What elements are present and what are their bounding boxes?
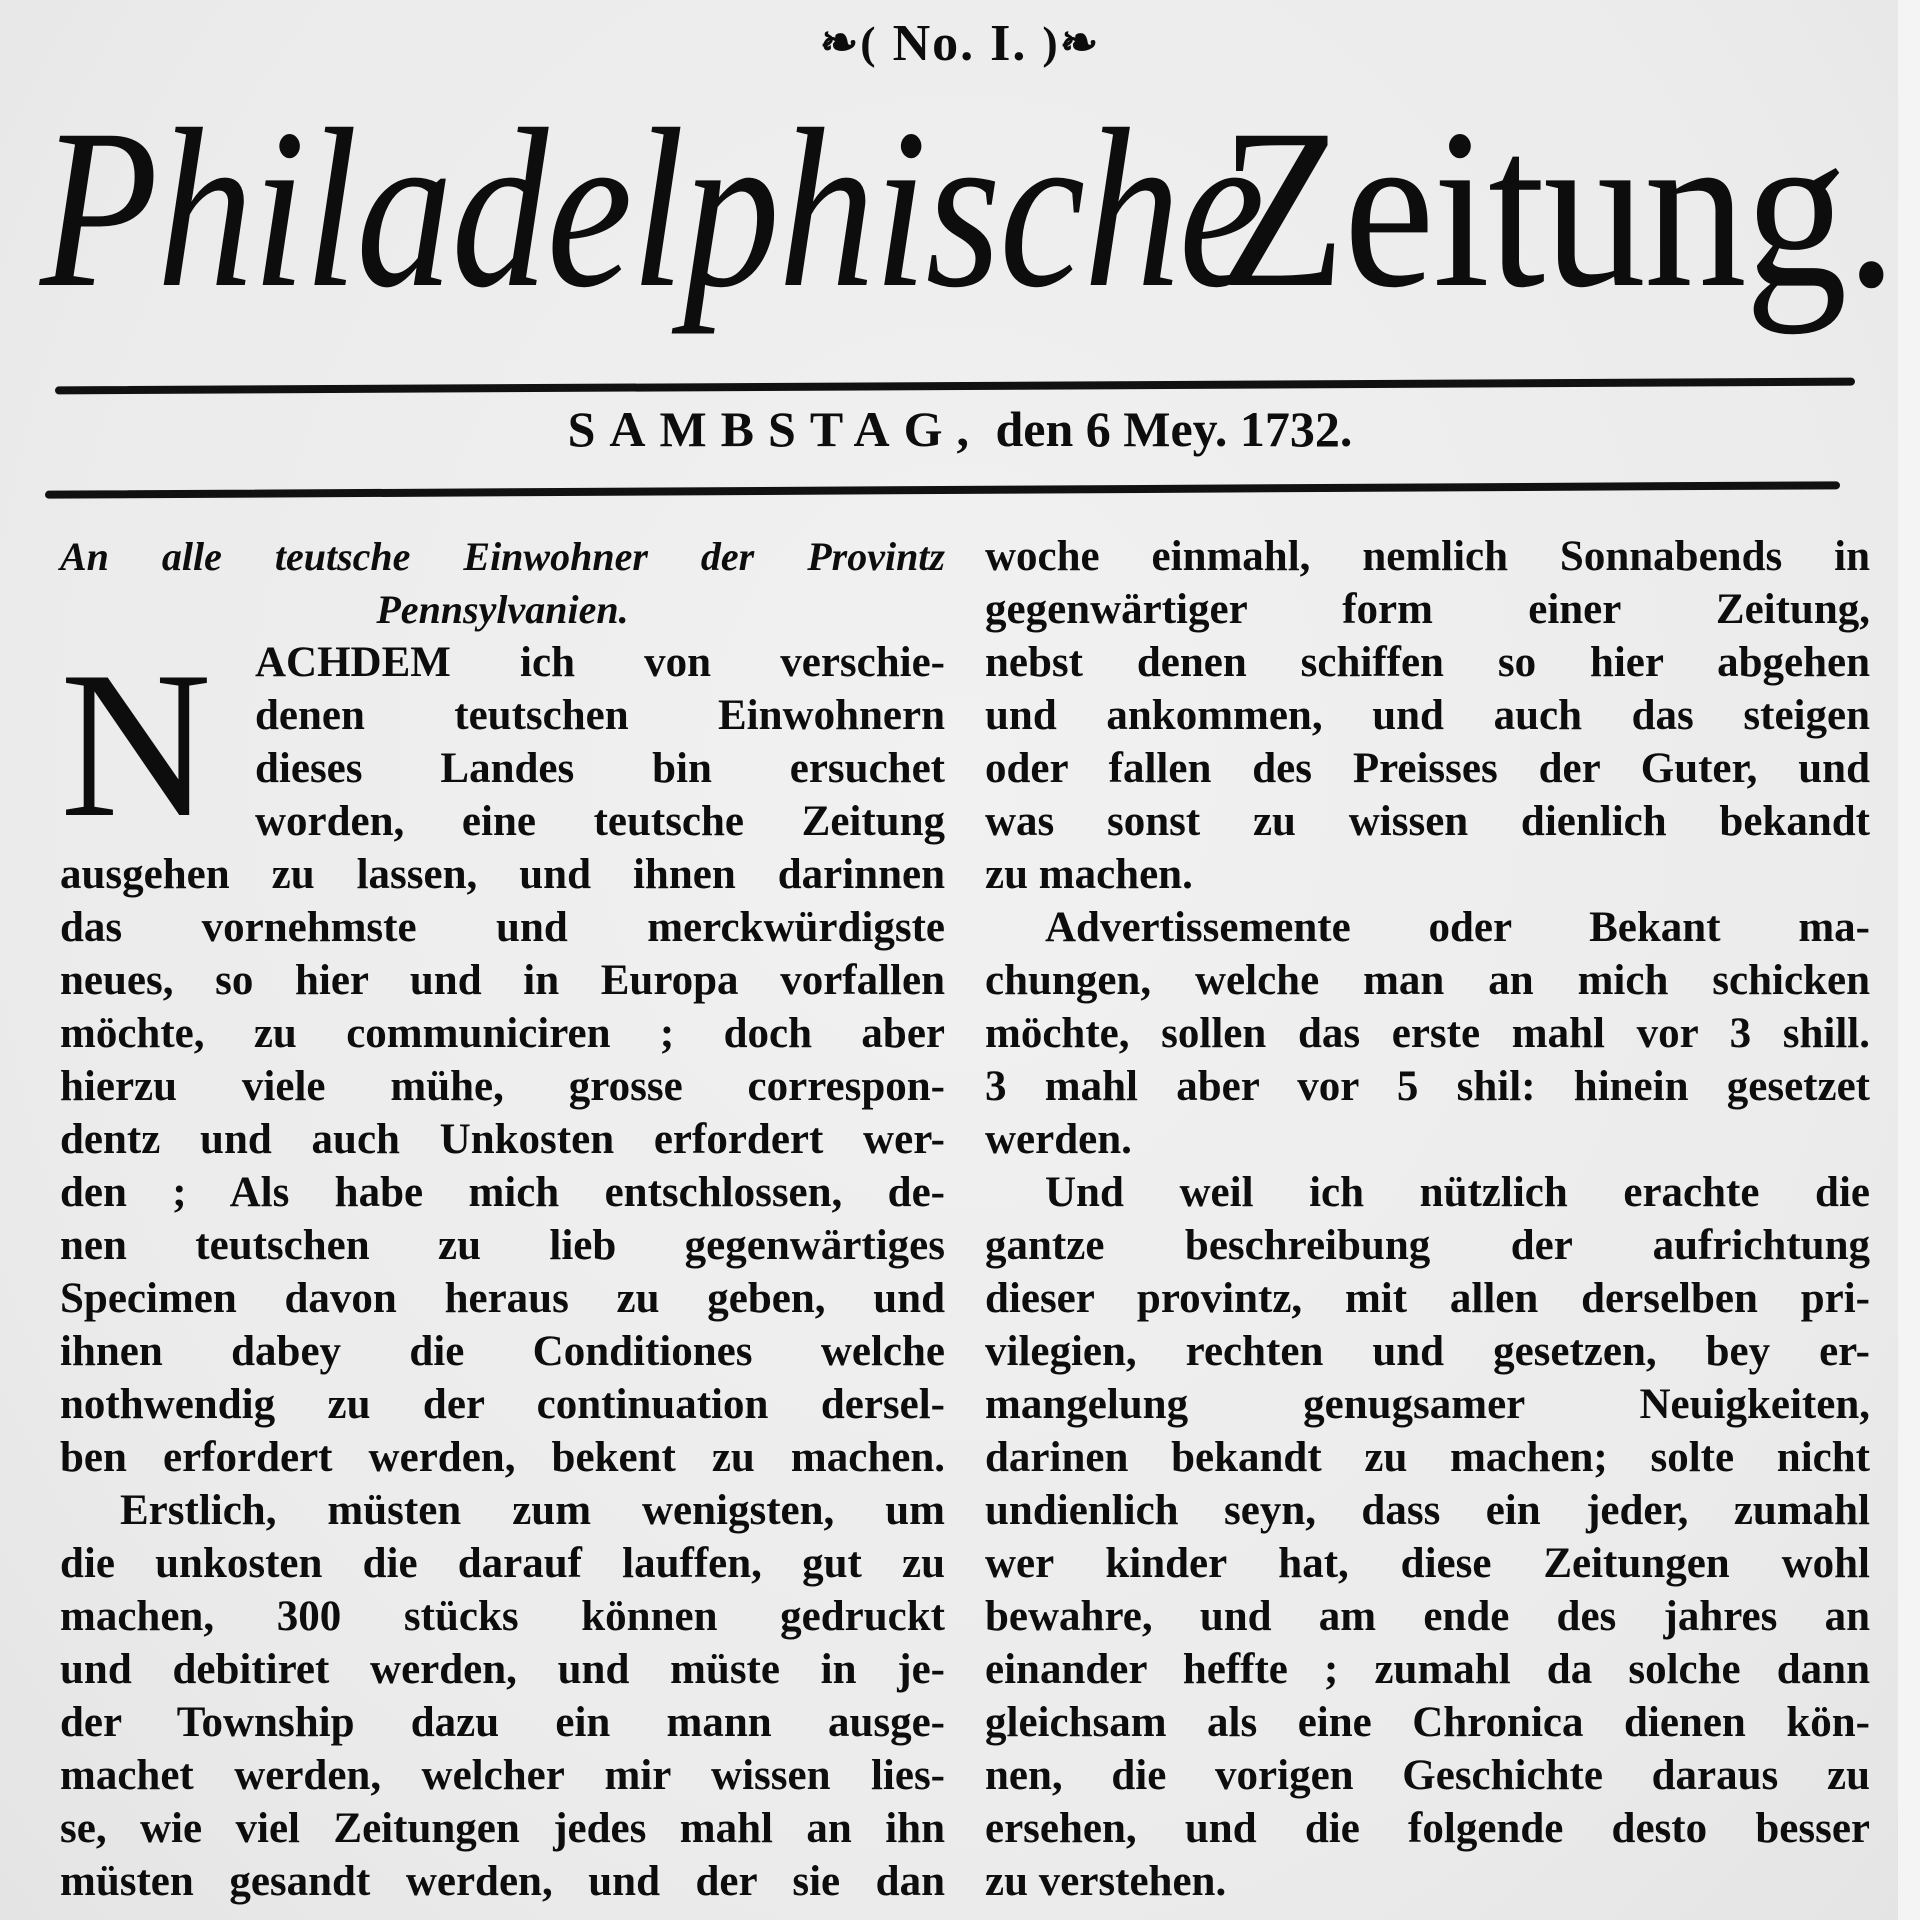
- text-line: machet werden, welcher mir wissen lies-: [60, 1752, 945, 1799]
- text-line: darinen bekandt zu machen; solte nicht: [985, 1434, 1870, 1481]
- text-line: zu machen.: [985, 851, 1193, 898]
- text-line: chungen, welche man an mich schicken: [985, 957, 1870, 1004]
- text-line: nebst denen schiffen so hier abgehen: [985, 639, 1870, 686]
- column-left: [60, 530, 945, 1908]
- drop-cap: N: [60, 629, 212, 861]
- text-line: Advertissemente oder Bekant ma-: [1045, 904, 1870, 951]
- text-line: 3 mahl aber vor 5 shil: hinein gesetzet: [985, 1063, 1870, 1110]
- text-line: ben erfordert werden, bekent zu machen.: [60, 1434, 945, 1481]
- text-line: der Township dazu ein mann ausge-: [60, 1699, 945, 1746]
- issue-number: [0, 14, 1920, 73]
- text-line: einander heffte ; zumahl da solche dann: [985, 1646, 1870, 1693]
- text-line: neues, so hier und in Europa vorfallen: [60, 957, 945, 1004]
- text-line: ersehen, und die folgende desto besser: [985, 1805, 1870, 1852]
- text-line: möchte, sollen das erste mahl vor 3 shill.: [985, 1010, 1870, 1057]
- text-line: machen, 300 stücks können gedruckt: [60, 1593, 945, 1640]
- text-line: und debitiret werden, und müste in je-: [60, 1646, 945, 1693]
- address-line: An alle teutsche Einwohner der Provintz: [60, 534, 945, 579]
- text-line: gantze beschreibung der aufrichtung: [985, 1222, 1870, 1269]
- text-line: se, wie viel Zeitungen jedes mahl an ihn: [60, 1805, 945, 1852]
- text-line: Erstlich, müsten zum wenigsten, um: [120, 1487, 945, 1534]
- text-line: den ; Als habe mich entschlossen, de-: [60, 1169, 945, 1216]
- title-roman: Zeitung.: [1220, 83, 1896, 335]
- rule-bottom: [45, 481, 1840, 498]
- title-italic: Philadelphische: [40, 83, 1264, 335]
- text-line: hierzu viele mühe, grosse correspon-: [60, 1063, 945, 1110]
- ornament-left-icon: ❧(: [819, 17, 878, 68]
- text-line: woche einmahl, nemlich Sonnabends in: [985, 533, 1870, 580]
- ornament-right-icon: )❧: [1042, 17, 1101, 68]
- dateline-day: SAMBSTAG,: [567, 401, 983, 457]
- text-line: Und weil ich nützlich erachte die: [1045, 1169, 1870, 1216]
- masthead-title: [40, 83, 1896, 335]
- text-line: wer kinder hat, diese Zeitungen wohl: [985, 1540, 1870, 1587]
- text-line: dentz und auch Unkosten erfordert wer-: [60, 1116, 945, 1163]
- text-line: ACHDEM ich von verschie-: [255, 639, 945, 686]
- text-line: worden, eine teutsche Zeitung: [255, 798, 945, 845]
- dateline: [0, 400, 1920, 458]
- text-line: bewahre, und am ende des jahres an: [985, 1593, 1870, 1640]
- text-line: nen, die vorigen Geschichte daraus zu: [985, 1752, 1870, 1799]
- text-line: undienlich seyn, dass ein jeder, zumahl: [985, 1487, 1870, 1534]
- text-line: mangelung genugsamer Neuigkeiten,: [985, 1381, 1870, 1428]
- text-line: und ankommen, und auch das steigen: [985, 692, 1870, 739]
- text-line: denen teutschen Einwohnern: [255, 692, 945, 739]
- text-line: die unkosten die darauf lauffen, gut zu: [60, 1540, 945, 1587]
- text-line: ausgehen zu lassen, und ihnen darinnen: [60, 851, 945, 898]
- text-line: zu verstehen.: [985, 1858, 1227, 1905]
- text-line: möchte, zu communiciren ; doch aber: [60, 1010, 945, 1057]
- text-line: oder fallen des Preisses der Guter, und: [985, 745, 1870, 792]
- text-line: gegenwärtiger form einer Zeitung,: [985, 586, 1870, 633]
- text-line: nen teutschen zu lieb gegenwärtiges: [60, 1222, 945, 1269]
- page-edge: [1898, 0, 1920, 1920]
- dateline-date: den 6 Mey. 1732.: [995, 401, 1353, 457]
- text-line: das vornehmste und merckwürdigste: [60, 904, 945, 951]
- text-line: nothwendig zu der continuation dersel-: [60, 1381, 945, 1428]
- text-line: Specimen davon heraus zu geben, und: [60, 1275, 945, 1322]
- text-line: was sonst zu wissen dienlich bekandt: [985, 798, 1870, 845]
- text-line: ihnen dabey die Conditiones welche: [60, 1328, 945, 1375]
- text-line: müsten gesandt werden, und der sie dan: [60, 1858, 945, 1905]
- text-line: gleichsam als eine Chronica dienen kön-: [985, 1699, 1870, 1746]
- text-line: vilegien, rechten und gesetzen, bey er-: [985, 1328, 1870, 1375]
- rule-top: [55, 378, 1855, 395]
- text-line: dieses Landes bin ersuchet: [255, 745, 945, 792]
- column-right: [985, 530, 1870, 1908]
- issue-label: No. I.: [892, 15, 1028, 72]
- text-line: dieser provintz, mit allen derselben pri-: [985, 1275, 1870, 1322]
- address-line: Pennsylvanien.: [376, 587, 629, 632]
- text-line: werden.: [985, 1116, 1132, 1163]
